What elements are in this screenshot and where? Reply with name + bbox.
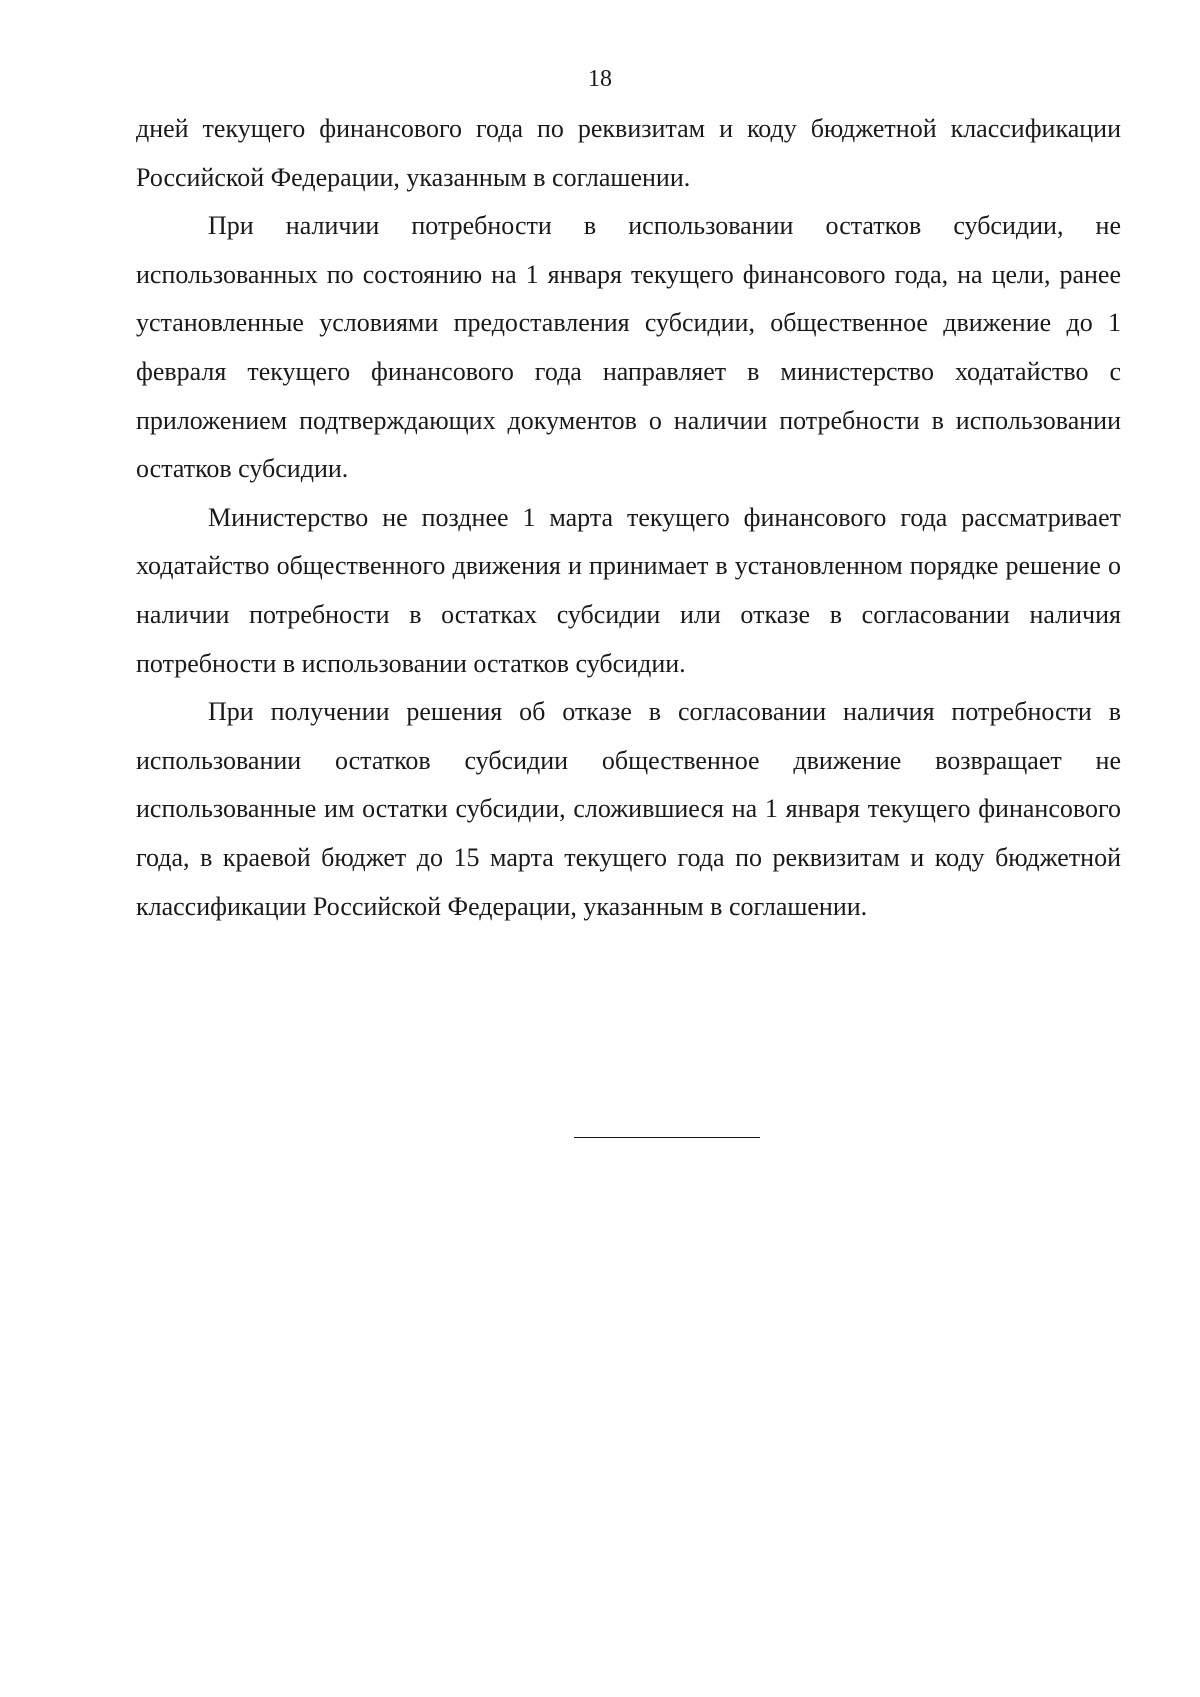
paragraph-ministry-review: Министерство не позднее 1 марта текущего финансового года рассматривает ходатайство общественного движения и принимает в установленном порядке решение о наличии потребности в остатках субсидии или отказе в согласовании наличия потребности в использовании остатков субсидии.: [136, 502, 1121, 678]
paragraph-refund-on-refusal: При получении решения об отказе в согласовании наличия потребности в использовании остатков субсидии общественное движение возвращает не использованные им остатки субсидии, сложившиеся на 1 января текущего финансового года, в краевой бюджет до 15 марта текущего года по реквизитам и коду бюджетной классификации Российской Федерации, указанным в соглашении.: [136, 697, 1121, 921]
page-number: 18: [588, 66, 612, 92]
paragraph-continuation: дней текущего финансового года по реквизитам и коду бюджетной классификации Российской Федерации, указанным в соглашении.: [136, 114, 1121, 192]
paragraph-residual-need: При наличии потребности в использовании остатков субсидии, не использованных по состоянию на 1 января текущего финансового года, на цели, ранее установленные условиями предоставления субсидии, общественное движение до 1 февраля текущего финансового года направляет в министерство ходатайство с приложением подтверждающих документов о наличии потребности в использовании остатков субсидии.: [136, 211, 1121, 484]
document-body: [136, 105, 1121, 931]
end-of-document-line: [574, 1137, 760, 1138]
